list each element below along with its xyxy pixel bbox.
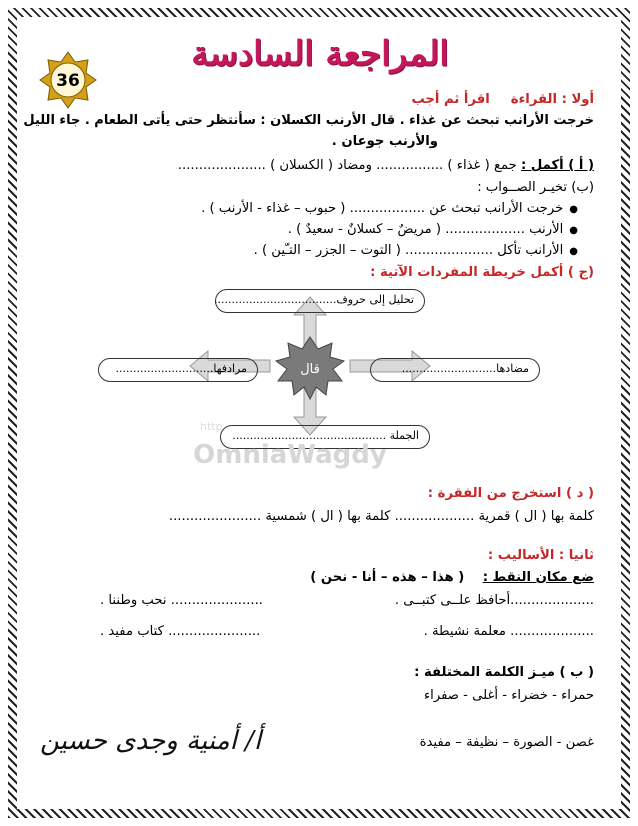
vocabulary-map-label: (ج ) أكمل خريطة المفردات الآتية : (370, 265, 594, 280)
styles-heading: ثانيا : الأساليب : (487, 548, 594, 563)
map-right-box: مضادها........................... (370, 358, 540, 382)
complete-row (40, 158, 594, 173)
style-row-1-right: ....................أحافظ علــى كتبــى . (394, 593, 594, 608)
page-title: المراجعة السادسة (191, 34, 449, 74)
distinguish-row: حمراء - خضراء - أغلى - صفراء (423, 688, 594, 703)
reading-heading: أولا : القراءة (510, 92, 594, 107)
map-bottom-box: الجملة ............................................ (220, 425, 430, 449)
choice-item: ● خرجت الأرانب تبحث عن .................. ( حبوب – غذاء - الأرنب ) . (40, 201, 578, 216)
choice-item: ● الأرنب ................... ( مريضٌ – كسلانٌ - سعيدٌ ) . (40, 222, 578, 237)
style-row-2-right: .................... معلمة نشيطة . (423, 624, 594, 639)
place-options: ( هذا – هذه – أنا - نحن ) (310, 570, 465, 585)
teacher-signature: أ/ أمنية وجدى حسين (40, 726, 262, 756)
reading-heading-row (40, 92, 594, 107)
choose-label: (ب) تخيـر الصــواب : (477, 180, 594, 195)
map-left-box: مرادفها............................ (98, 358, 258, 382)
passage-line-1: خرجت الأرانب تبحث عن غذاء . قال الأرنب الكسلان : سأنتظر حتى يأتى الطعام . جاء الليل (23, 113, 594, 128)
style-row-1-left: ...................... نحب وطننا . (100, 593, 263, 608)
style-row-2-left: ...................... كتاب مفيد . (100, 624, 261, 639)
watermark-brand: OmniaWagdy (193, 440, 387, 470)
place-label: ضع مكان النقط : (482, 570, 594, 585)
place-row (40, 570, 594, 585)
lesson-number: 36 (56, 71, 80, 91)
extract-text: كلمة بها ( ال ) قمرية ................... كلمة بها ( ال ) شمسية ...................... (168, 509, 594, 524)
complete-label: ( أ ) أكمل : (520, 158, 594, 173)
distinguish-label: ( ب ) ميـز الكلمة المختلفة : (414, 665, 594, 680)
map-top-box: تحليل إلى حروف................................... (215, 289, 425, 313)
reading-instruction: اقرأ ثم أجب (411, 92, 490, 107)
distinguish-row: غصن - الصورة – نظيفة – مفيدة (419, 735, 594, 750)
extract-label: ( د ) استخرج من الفقرة : (427, 486, 594, 501)
choice-item: ● الأرانب تأكل ..................... ( التوت – الجزر – التـّين ) . (40, 243, 578, 258)
passage-line-2: والأرنب جوعان . (331, 134, 438, 149)
center-word: قال (300, 362, 320, 377)
complete-text: جمع ( غذاء ) ................ ومضاد ( الكسلان ) ..................... (177, 158, 517, 173)
watermark-url: http (200, 420, 223, 433)
